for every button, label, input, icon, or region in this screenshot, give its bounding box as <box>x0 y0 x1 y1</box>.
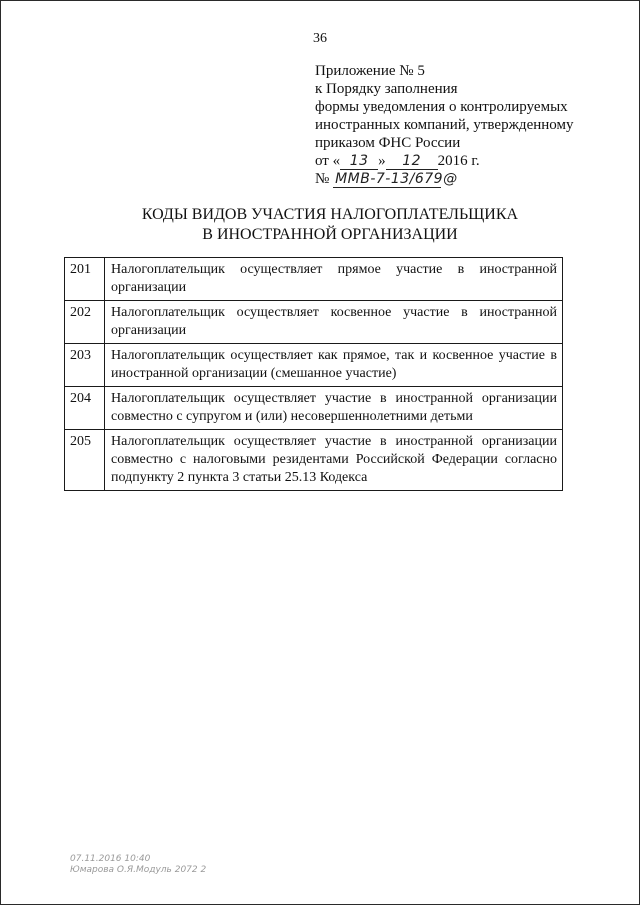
date-day-handwritten: 13 <box>340 154 378 170</box>
appendix-header <box>315 62 615 188</box>
code-cell: 205 <box>65 430 105 491</box>
appendix-line-5: приказом ФНС России <box>315 135 461 151</box>
order-number-handwritten: ММВ-7-13/679@ <box>335 171 458 187</box>
code-cell: 202 <box>65 301 105 344</box>
table-row <box>65 387 563 430</box>
order-number <box>315 170 615 188</box>
title-line-2: В ИНОСТРАННОЙ ОРГАНИЗАЦИИ <box>202 226 458 243</box>
document-title <box>0 205 640 245</box>
registry-line-1: 07.11.2016 10:40 <box>70 854 151 864</box>
date-mid: » <box>378 153 386 169</box>
table-row <box>65 430 563 491</box>
appendix-line-4: иностранных компаний, утвержденному <box>315 117 574 133</box>
number-prefix: № <box>315 171 330 187</box>
registry-stamp <box>70 854 206 876</box>
description-cell: Налогоплательщик осуществляет прямое участие в иностранной организации <box>105 258 563 301</box>
order-date <box>315 152 615 170</box>
table-row <box>65 301 563 344</box>
title-line-1: КОДЫ ВИДОВ УЧАСТИЯ НАЛОГОПЛАТЕЛЬЩИКА <box>141 206 519 223</box>
description-cell: Налогоплательщик осуществляет участие в иностранной организации совместно с супругом и (или) несовершеннолетними детьми <box>105 387 563 430</box>
participation-codes-table <box>64 257 563 491</box>
code-cell: 201 <box>65 258 105 301</box>
registry-line-2: Юмарова О.Я.Модуль 2072 2 <box>70 865 207 875</box>
code-cell: 204 <box>65 387 105 430</box>
date-prefix: от « <box>315 153 341 169</box>
description-cell: Налогоплательщик осуществляет участие в иностранной организации совместно с налоговыми резидентами Российской Федерации согласно подпункту 2 пункта 3 статьи 25.13 Кодекса <box>105 430 563 491</box>
code-cell: 203 <box>65 344 105 387</box>
date-year: 2016 г. <box>437 153 480 169</box>
appendix-line-3: формы уведомления о контролируемых <box>315 99 568 115</box>
appendix-line-1: Приложение № 5 <box>315 63 425 79</box>
date-month-handwritten: 12 <box>386 154 438 170</box>
description-cell: Налогоплательщик осуществляет как прямое, так и косвенное участие в иностранной организации (смешанное участие) <box>105 344 563 387</box>
table-row <box>65 344 563 387</box>
appendix-line-2: к Порядку заполнения <box>315 81 458 97</box>
table-row <box>65 258 563 301</box>
page-number: 36 <box>313 31 327 46</box>
description-cell: Налогоплательщик осуществляет косвенное участие в иностранной организации <box>105 301 563 344</box>
